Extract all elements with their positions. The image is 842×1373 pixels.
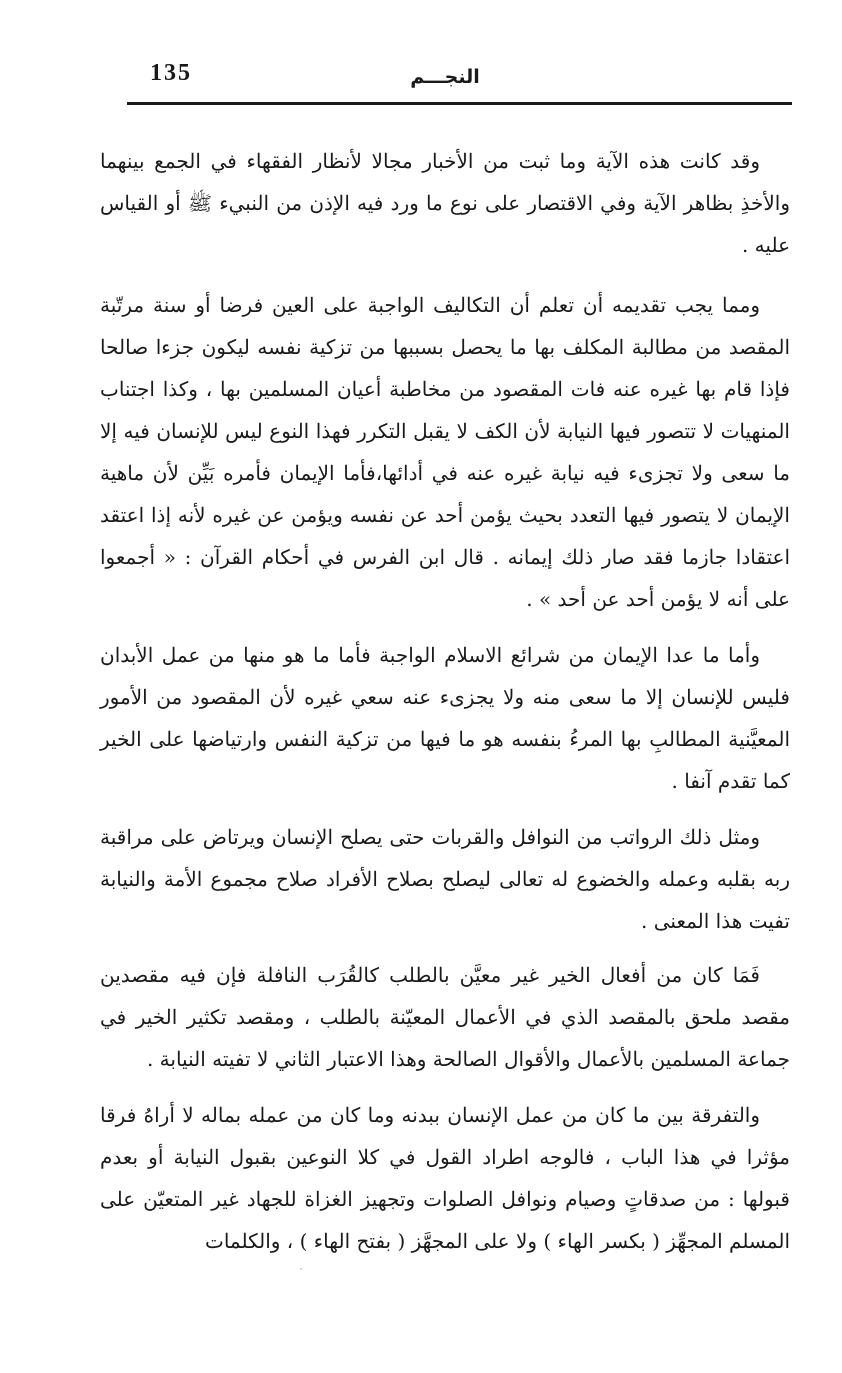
header-rule [127, 102, 792, 105]
paragraph-3: وأما ما عدا الإيمان من شرائع الاسلام الواجبة فأما ما هو منها من عمل الأبدان فليس للإنسان إلا ما سعى منه ولا يجزىء عنه سعي غيره لأن المقصود من الأمور المعيَّنية المطالبِ بها المرءُ بنفسه هو ما فيها من تزكية النفس وارتياضها على الخير كما تقدم آنفا . [100, 643, 790, 793]
paragraph-1: وقد كانت هذه الآية وما ثبت من الأخبار مجالا لأنظار الفقهاء في الجمع بينهما والأخذِ بظاهر الآية وفي الاقتصار على نوع ما ورد فيه الإذن من النبيء ﷺ أو القياس عليه . [100, 149, 790, 257]
page-number: 135 [150, 60, 192, 86]
paragraph-5: فَمَا كان من أفعال الخير غير معيَّن بالطلب كالقُرَب النافلة فإن فيه مقصدين مقصد ملحق بالمقصد الذي في الأعمال المعيّنة بالطلب ، ومقصد تكثير الخير في جماعة المسلمين بالأعمال والأقوال الصالحة وهذا الاعتبار الثاني لا تفيته النيابة . [100, 963, 790, 1071]
paragraph-2: ومما يجب تقديمه أن تعلم أن التكاليف الواجبة على العين فرضا أو سنة مرتّبة المقصد من مطالبة المكلف بها ما يحصل بسببها من تزكية نفسه ليكون جزءا صالحا فإذا قام بها غيره عنه فات المقصود من مخاطبة أعيان المسلمين بها ، وكذا اجتناب المنهيات لا تتصور فيها النيابة لأن الكف لا يقبل التكرر فهذا النوع ليس للإنسان فيه إلا ما سعى ولا تجزىء فيه نيابة غيره عنه في أدائها،فأما الإيمان فأمره بَيِّن لأن ماهية الإيمان لا يتصور فيها التعدد بحيث يؤمن أحد عن نفسه ويؤمن عن غيره لأنه إذا اعتقد اعتقادا جازما فقد صار ذلك إيمانه . قال ابن الفرس في أحكام القرآن : « أجمعوا على أنه لا يؤمن أحد عن أحد » . [100, 293, 790, 611]
paragraph-4: ومثل ذلك الرواتب من النوافل والقربات حتى يصلح الإنسان ويرتاض على مراقبة ربه بقلبه وعمله والخضوع له تعالى ليصلح بصلاح الأفراد صلاح مجموع الأمة والنيابة تفيت هذا المعنى . [100, 825, 790, 933]
running-title: النجـــم [410, 66, 480, 88]
body-text [100, 140, 790, 1280]
scan-speck [300, 1268, 302, 1270]
paragraph-6: والتفرقة بين ما كان من عمل الإنسان ببدنه وما كان من عمله بماله لا أراهُ فرقا مؤثرا في هذا الباب ، فالوجه اطراد القول في كلا النوعين بقبول النيابة أو بعدم قبولها : من صدقاتٍ وصيام ونوافل الصلوات وتجهيز الغزاة للجهاد غير المتعيّن على المسلم المجهِّز ( بكسر الهاء ) ولا على المجهَّز ( بفتح الهاء ) ، والكلمات [100, 1103, 790, 1253]
